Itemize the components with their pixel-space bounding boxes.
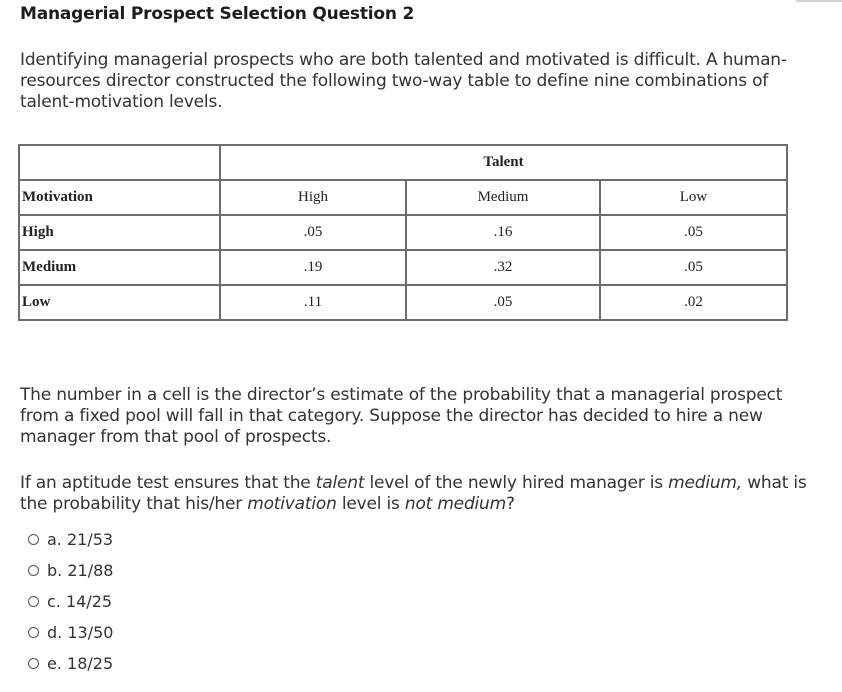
explanation-paragraph: The number in a cell is the director’s estimate of the probability that a managerial prospect from a fixed pool will fall in that category. Suppose the director has decided to hire a new manager from that pool of prospects. — [20, 385, 783, 447]
prompt-text: If an aptitude test ensures that the — [20, 473, 316, 493]
talent-group-header: Talent — [220, 145, 787, 180]
radio-button[interactable] — [28, 565, 39, 576]
column-header-medium: Medium — [406, 180, 600, 215]
radio-button[interactable] — [28, 596, 39, 607]
table-cell: .32 — [406, 250, 600, 285]
option-letter: c. — [47, 592, 61, 611]
table-subheader-row — [19, 180, 787, 215]
row-label: Medium — [19, 250, 220, 285]
prompt-emphasis: not medium — [404, 494, 506, 514]
prompt-emphasis: medium, — [668, 473, 742, 493]
prompt-text: ? — [506, 494, 515, 514]
radio-button[interactable] — [28, 534, 39, 545]
table-cell: .05 — [406, 285, 600, 320]
answer-options — [28, 524, 113, 679]
radio-button[interactable] — [28, 627, 39, 638]
option-text: 21/88 — [67, 561, 114, 580]
prompt-emphasis: talent — [315, 473, 365, 493]
prompt-text: level is — [336, 494, 405, 514]
column-header-high: High — [220, 180, 406, 215]
answer-option-b[interactable] — [28, 555, 113, 586]
talent-motivation-table — [18, 144, 788, 321]
option-text: 13/50 — [67, 623, 114, 642]
table-row — [19, 250, 787, 285]
table-header-row — [19, 145, 787, 180]
table-cell: .05 — [600, 215, 787, 250]
table-cell: .05 — [600, 250, 787, 285]
answer-option-e[interactable] — [28, 648, 113, 679]
answer-option-a[interactable] — [28, 524, 113, 555]
option-letter: d. — [47, 623, 63, 642]
option-text: 21/53 — [66, 530, 114, 549]
table-cell: .05 — [220, 215, 406, 250]
table-row — [19, 285, 787, 320]
question-prompt — [20, 473, 810, 515]
option-letter: e. — [47, 654, 62, 673]
table-row — [19, 215, 787, 250]
option-letter: a. — [47, 530, 62, 549]
row-label: Low — [19, 285, 220, 320]
answer-option-c[interactable] — [28, 586, 113, 617]
table-cell: .16 — [406, 215, 600, 250]
prompt-emphasis: motivation — [247, 494, 337, 514]
radio-button[interactable] — [28, 658, 39, 669]
row-label: High — [19, 215, 220, 250]
option-text: 18/25 — [67, 654, 114, 673]
option-letter: b. — [47, 561, 63, 580]
blank-corner-cell — [19, 145, 220, 180]
motivation-header: Motivation — [19, 180, 220, 215]
table-cell: .19 — [220, 250, 406, 285]
table-cell: .11 — [220, 285, 406, 320]
top-divider — [796, 0, 842, 2]
answer-option-d[interactable] — [28, 617, 113, 648]
table-cell: .02 — [600, 285, 787, 320]
question-intro: Identifying managerial prospects who are both talented and motivated is difficult. A human-resources director constructed the following two-way table to define nine combinations of talent-motivation levels. — [20, 50, 787, 112]
question-title: Managerial Prospect Selection Question 2 — [20, 4, 415, 24]
prompt-text: level of the newly hired manager is — [364, 473, 669, 493]
column-header-low: Low — [600, 180, 787, 215]
prompt-text: what is the probability that his/her — [20, 473, 807, 514]
option-text: 14/25 — [65, 592, 113, 611]
